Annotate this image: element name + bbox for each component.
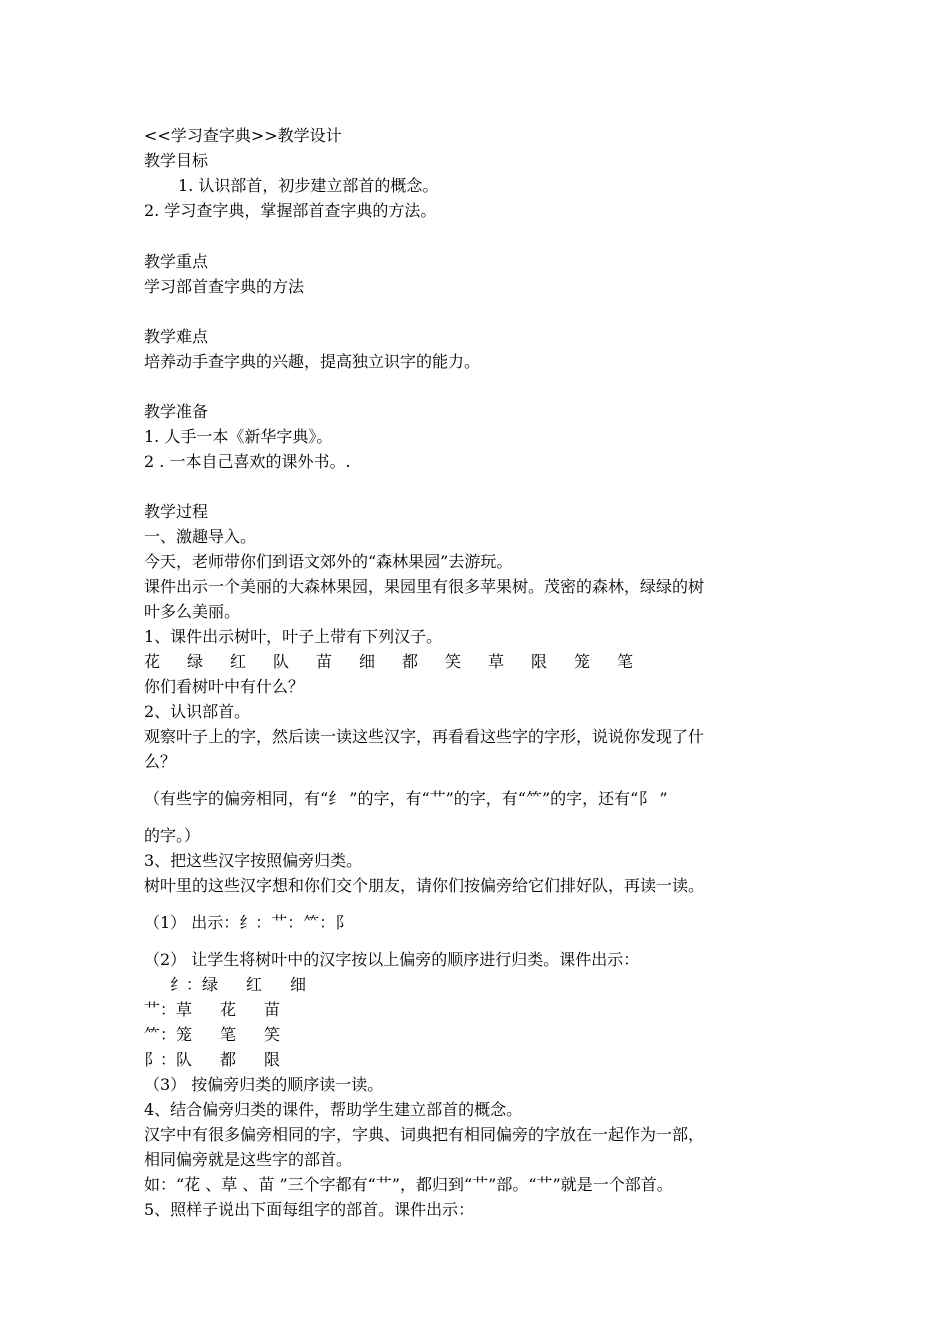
leaf-char: 红 <box>230 652 247 671</box>
leaf-char: 笼 <box>574 652 591 671</box>
group-char: 笔 <box>220 1025 237 1044</box>
prep-item-1: 1. 人手一本《新华字典》。 <box>144 427 333 446</box>
group-char: 红 <box>246 975 263 994</box>
answer-line-1: （有些字的偏旁相同，有“纟 ”的字，有“艹”的字，有“⺮”的字，还有“阝 ” <box>144 789 668 808</box>
document-title: <<学习查字典>>教学设计 <box>144 126 342 145</box>
radical-label: 纟： <box>170 975 203 994</box>
leaf-characters <box>144 650 660 674</box>
intro-text: 今天，老师带你们到语文郊外的“森林果园”去游玩。 <box>144 552 513 571</box>
group-char: 花 <box>220 1000 237 1019</box>
leaf-char: 笔 <box>617 652 634 671</box>
group-char: 限 <box>264 1050 281 1069</box>
question-1: 你们看树叶中有什么？ <box>144 677 305 696</box>
sub-step-1: （1） 出示：纟：艹：⺮：阝 <box>144 913 352 932</box>
step-3: 3、把这些汉字按照偏旁归类。 <box>144 851 363 870</box>
step-intro: 一、激趣导入。 <box>144 527 257 546</box>
leaf-char: 花 <box>144 652 161 671</box>
observe-line-2: 么？ <box>144 752 177 771</box>
section-heading-prep: 教学准备 <box>144 402 209 421</box>
radical-group-silk <box>170 973 334 997</box>
group-char: 绿 <box>202 975 219 994</box>
group-char: 都 <box>220 1050 237 1069</box>
leaf-char: 限 <box>531 652 548 671</box>
example-line: 如：“花 、草 、苗 ”三个字都有“艹”，都归到“艹”部。“艹”就是一个部首。 <box>144 1175 673 1194</box>
section-heading-goals: 教学目标 <box>144 151 209 170</box>
radical-label: ⺮： <box>144 1025 177 1044</box>
leaf-char: 草 <box>488 652 505 671</box>
leaf-char: 绿 <box>187 652 204 671</box>
key-point-text: 学习部首查字典的方法 <box>144 277 305 296</box>
leaf-char: 队 <box>273 652 290 671</box>
intro-desc-line-2: 叶多么美丽。 <box>144 602 241 621</box>
radical-group-grass <box>144 998 308 1022</box>
sub-step-3: （3） 按偏旁归类的顺序读一读。 <box>144 1075 384 1094</box>
answer-line-2: 的字。） <box>144 826 201 845</box>
group-char: 队 <box>176 1050 193 1069</box>
concept-line-2: 相同偏旁就是这些字的部首。 <box>144 1150 353 1169</box>
concept-line-1: 汉字中有很多偏旁相同的字，字典、词典把有相同偏旁的字放在一起作为一部， <box>144 1125 705 1144</box>
prep-item-2: 2 . 一本自己喜欢的课外书。. <box>144 452 351 471</box>
step-2: 2、认识部首。 <box>144 702 251 721</box>
leaf-char: 都 <box>402 652 419 671</box>
radical-label: 阝： <box>144 1050 177 1069</box>
leaf-char: 细 <box>359 652 376 671</box>
observe-line-1: 观察叶子上的字，然后读一读这些汉字，再看看这些字的字形，说说你发现了什 <box>144 727 705 746</box>
group-char: 细 <box>290 975 307 994</box>
intro-desc-line-1: 课件出示一个美丽的大森林果园，果园里有很多苹果树。茂密的森林，绿绿的树 <box>144 577 705 596</box>
section-heading-key: 教学重点 <box>144 252 209 271</box>
radical-label: 艹： <box>144 1000 177 1019</box>
leaf-char: 苗 <box>316 652 333 671</box>
step-5: 5、照样子说出下面每组字的部首。课件出示： <box>144 1200 475 1219</box>
sub-step-2: （2） 让学生将树叶中的汉字按以上偏旁的顺序进行归类。课件出示： <box>144 950 640 969</box>
group-char: 草 <box>176 1000 193 1019</box>
goal-item-2: 2. 学习查字典，掌握部首查字典的方法。 <box>144 201 437 220</box>
section-heading-process: 教学过程 <box>144 502 209 521</box>
group-char: 苗 <box>264 1000 281 1019</box>
step-4: 4、结合偏旁归类的课件，帮助学生建立部首的概念。 <box>144 1100 523 1119</box>
radical-group-bamboo <box>144 1023 308 1047</box>
goal-item-1: 1. 认识部首，初步建立部首的概念。 <box>178 176 439 195</box>
group-char: 笼 <box>176 1025 193 1044</box>
group-char: 笑 <box>264 1025 281 1044</box>
section-heading-difficulty: 教学难点 <box>144 327 209 346</box>
radical-group-mound <box>144 1048 308 1072</box>
step-1: 1、课件出示树叶，叶子上带有下列汉子。 <box>144 627 443 646</box>
step-3-text: 树叶里的这些汉字想和你们交个朋友，请你们按偏旁给它们排好队，再读一读。 <box>144 876 705 895</box>
leaf-char: 笑 <box>445 652 462 671</box>
difficulty-text: 培养动手查字典的兴趣，提高独立识字的能力。 <box>144 352 481 371</box>
